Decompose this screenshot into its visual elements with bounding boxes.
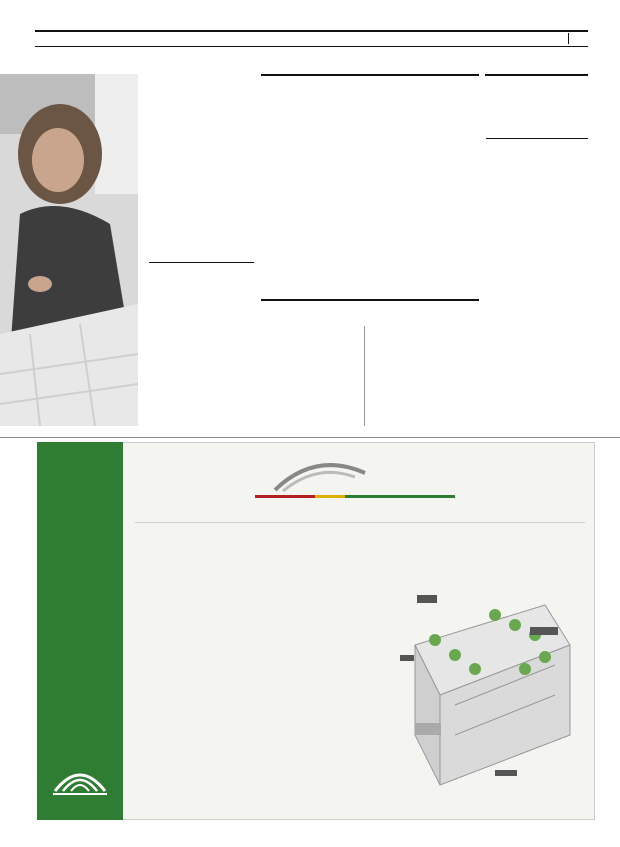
- edades-label-7-15: [430, 184, 462, 190]
- encuesta-pies: [262, 358, 476, 420]
- grado-label-65-74: [328, 184, 362, 190]
- grado-label-33-64: [330, 108, 362, 114]
- edades-label-0-6: [438, 108, 468, 114]
- highlight-rule: [149, 262, 254, 263]
- header-top-rule: [35, 30, 588, 32]
- metro-logo-mark: [255, 455, 455, 499]
- right-top-rule: [485, 74, 588, 76]
- sexo-bar-chart: [276, 212, 456, 282]
- q2-yes: [450, 366, 470, 372]
- consejeria-label: [68, 460, 92, 750]
- header-bottom-rule: [35, 46, 588, 47]
- page-divider: [0, 437, 620, 438]
- junta-andalucia-logo: [47, 755, 113, 799]
- encuesta-top-rule: [261, 299, 479, 301]
- header-divider: [568, 33, 569, 44]
- station-illustration: [395, 585, 575, 805]
- photo-woman: [0, 74, 138, 426]
- infographic-top-rule: [261, 74, 479, 76]
- right-headline-rule: [486, 138, 588, 139]
- q1-yes: [339, 366, 355, 372]
- infographic-source: [447, 215, 467, 290]
- ad-rule: [135, 522, 585, 523]
